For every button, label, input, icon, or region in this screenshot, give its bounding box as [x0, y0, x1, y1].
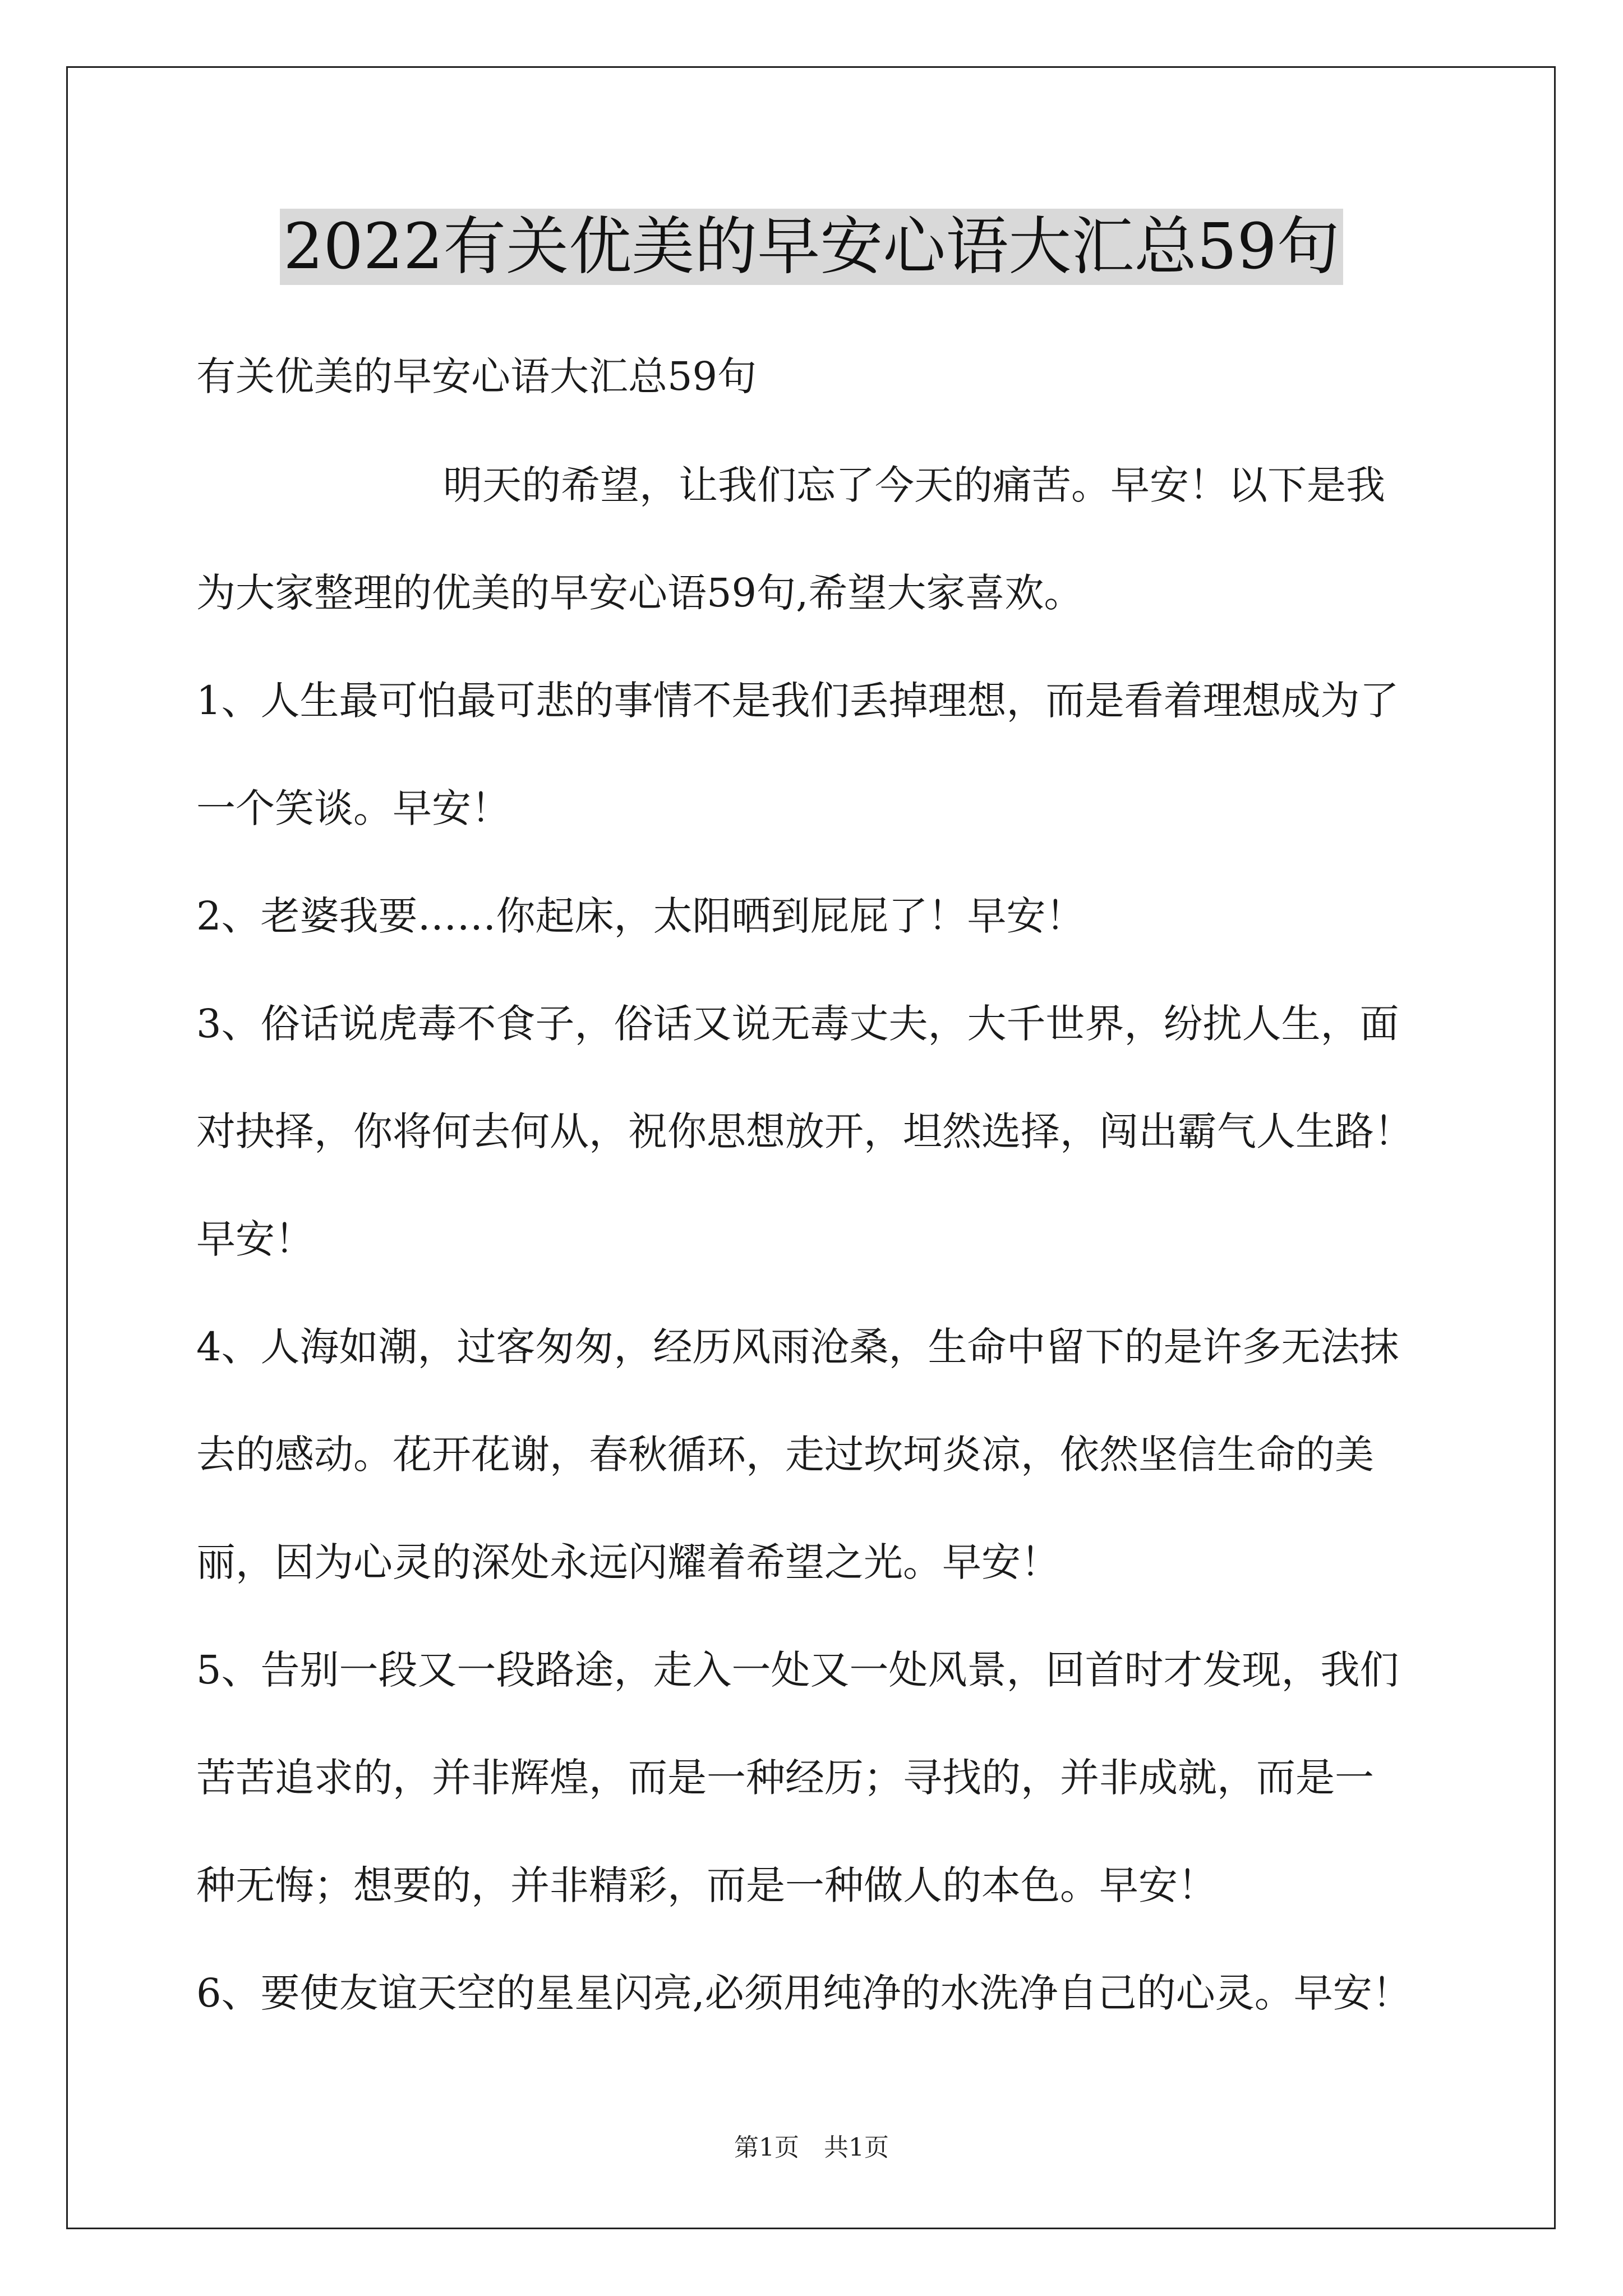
item-6-line-1: 6、要使友谊天空的星星闪亮,必须用纯净的水洗净自己的心灵。早安！	[196, 1970, 1412, 2016]
item-2-line-1: 2、老婆我要……你起床，太阳晒到屁屁了！早安！	[196, 893, 1085, 939]
item-3-line-2: 对抉择，你将何去何从，祝你思想放开，坦然选择，闯出霸气人生路！	[196, 1108, 1413, 1154]
item-5-line-3: 种无悔；想要的，并非精彩，而是一种做人的本色。早安！	[196, 1862, 1217, 1908]
page-footer: 第1页 共1页	[734, 2133, 889, 2162]
title-container	[0, 209, 1623, 285]
intro-line-2: 为大家整理的优美的早安心语59句,希望大家喜欢。	[196, 570, 1083, 616]
intro-line-1: 明天的希望，让我们忘了今天的痛苦。早安！以下是我	[443, 462, 1385, 508]
item-3-line-1: 3、俗话说虎毒不食子，俗话又说无毒丈夫，大千世界，纷扰人生，面	[196, 1001, 1399, 1047]
item-1-line-1: 1、人生最可怕最可悲的事情不是我们丢掉理想，而是看着理想成为了	[196, 678, 1399, 724]
item-4-line-3: 丽，因为心灵的深处永远闪耀着希望之光。早安！	[196, 1539, 1060, 1585]
item-4-line-1: 4、人海如潮，过客匆匆，经历风雨沧桑，生命中留下的是许多无法抹	[196, 1324, 1399, 1370]
subtitle-line: 有关优美的早安心语大汇总59句	[196, 353, 757, 399]
item-4-line-2: 去的感动。花开花谢，春秋循环，走过坎坷炎凉，依然坚信生命的美	[196, 1432, 1374, 1478]
item-1-line-2: 一个笑谈。早安！	[196, 785, 510, 831]
item-5-line-1: 5、告别一段又一段路途，走入一处又一处风景，回首时才发现，我们	[196, 1647, 1399, 1693]
item-3-line-3: 早安！	[196, 1216, 314, 1262]
item-5-line-2: 苦苦追求的，并非辉煌，而是一种经历；寻找的，并非成就，而是一	[196, 1755, 1374, 1801]
document-title: 2022有关优美的早安心语大汇总59句	[280, 209, 1343, 285]
